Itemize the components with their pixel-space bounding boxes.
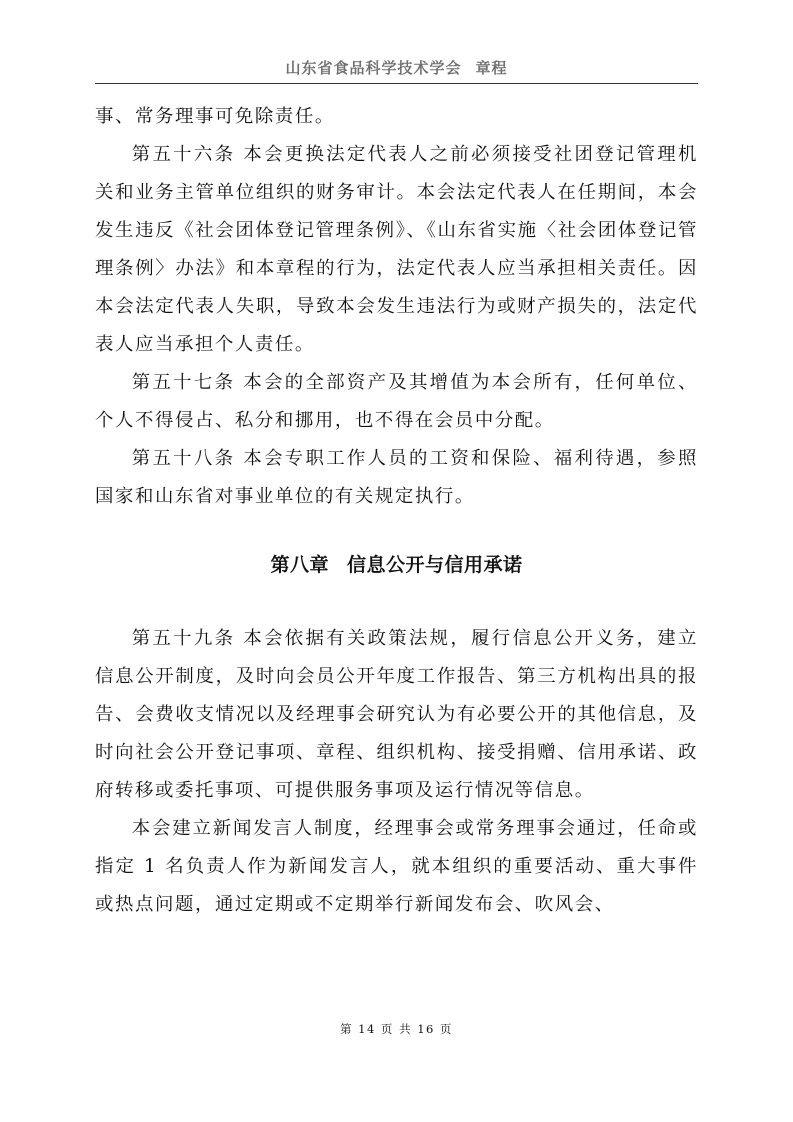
paragraph-article-59: 第五十九条 本会依据有关政策法规，履行信息公开义务，建立信息公开制度，及时向会员公开年度工作报告、第三方机构出具的报告、会费收支情况以及经理事会研究认为有必要公开的其他信息，及时向社会公开登记事项、章程、组织机构、接受捐赠、信用承诺、政府转移或委托事项、可提供服务事项及运行情况等信息。 xyxy=(95,628,698,801)
body-text-block-1 xyxy=(95,98,698,516)
chapter-title: 信息公开与信用承诺 xyxy=(347,554,523,576)
paragraph-article-57: 第五十七条 本会的全部资产及其增值为本会所有，任何单位、个人不得侵占、私分和挪用，也不得在会员中分配。 xyxy=(95,372,698,431)
chapter-heading xyxy=(95,547,698,583)
page-number-footer: 第 14 页 共 16 页 xyxy=(339,1022,454,1036)
chapter-number: 第八章 xyxy=(270,554,329,576)
header-divider xyxy=(95,83,698,84)
paragraph-spokesperson: 本会建立新闻发言人制度，经理事会或常务理事会通过，任命或指定 1 名负责人作为新闻发言人，就本组织的重要活动、重大事件或热点问题，通过定期或不定期举行新闻发布会、吹风会、 xyxy=(95,818,698,915)
paragraph-article-56: 第五十六条 本会更换法定代表人之前必须接受社团登记管理机关和业务主管单位组织的财务审计。本会法定代表人在任期间，本会发生违反《社会团体登记管理条例》、《山东省实施〈社会团体登记管理条例〉办法》和本章程的行为，法定代表人应当承担相关责任。因本会法定代表人失职，导致本会发生违法行为或财产损失的，法定代表人应当承担个人责任。 xyxy=(95,144,698,355)
paragraph-article-58: 第五十八条 本会专职工作人员的工资和保险、福利待遇，参照国家和山东省对事业单位的有关规定执行。 xyxy=(95,448,698,507)
header-title: 山东省食品科学技术学会 xyxy=(285,59,462,77)
body-text-block-2 xyxy=(95,620,698,924)
header-section: 章程 xyxy=(475,59,508,77)
paragraph-continuation: 事、常务理事可免除责任。 xyxy=(95,106,335,127)
page-header xyxy=(95,56,698,82)
